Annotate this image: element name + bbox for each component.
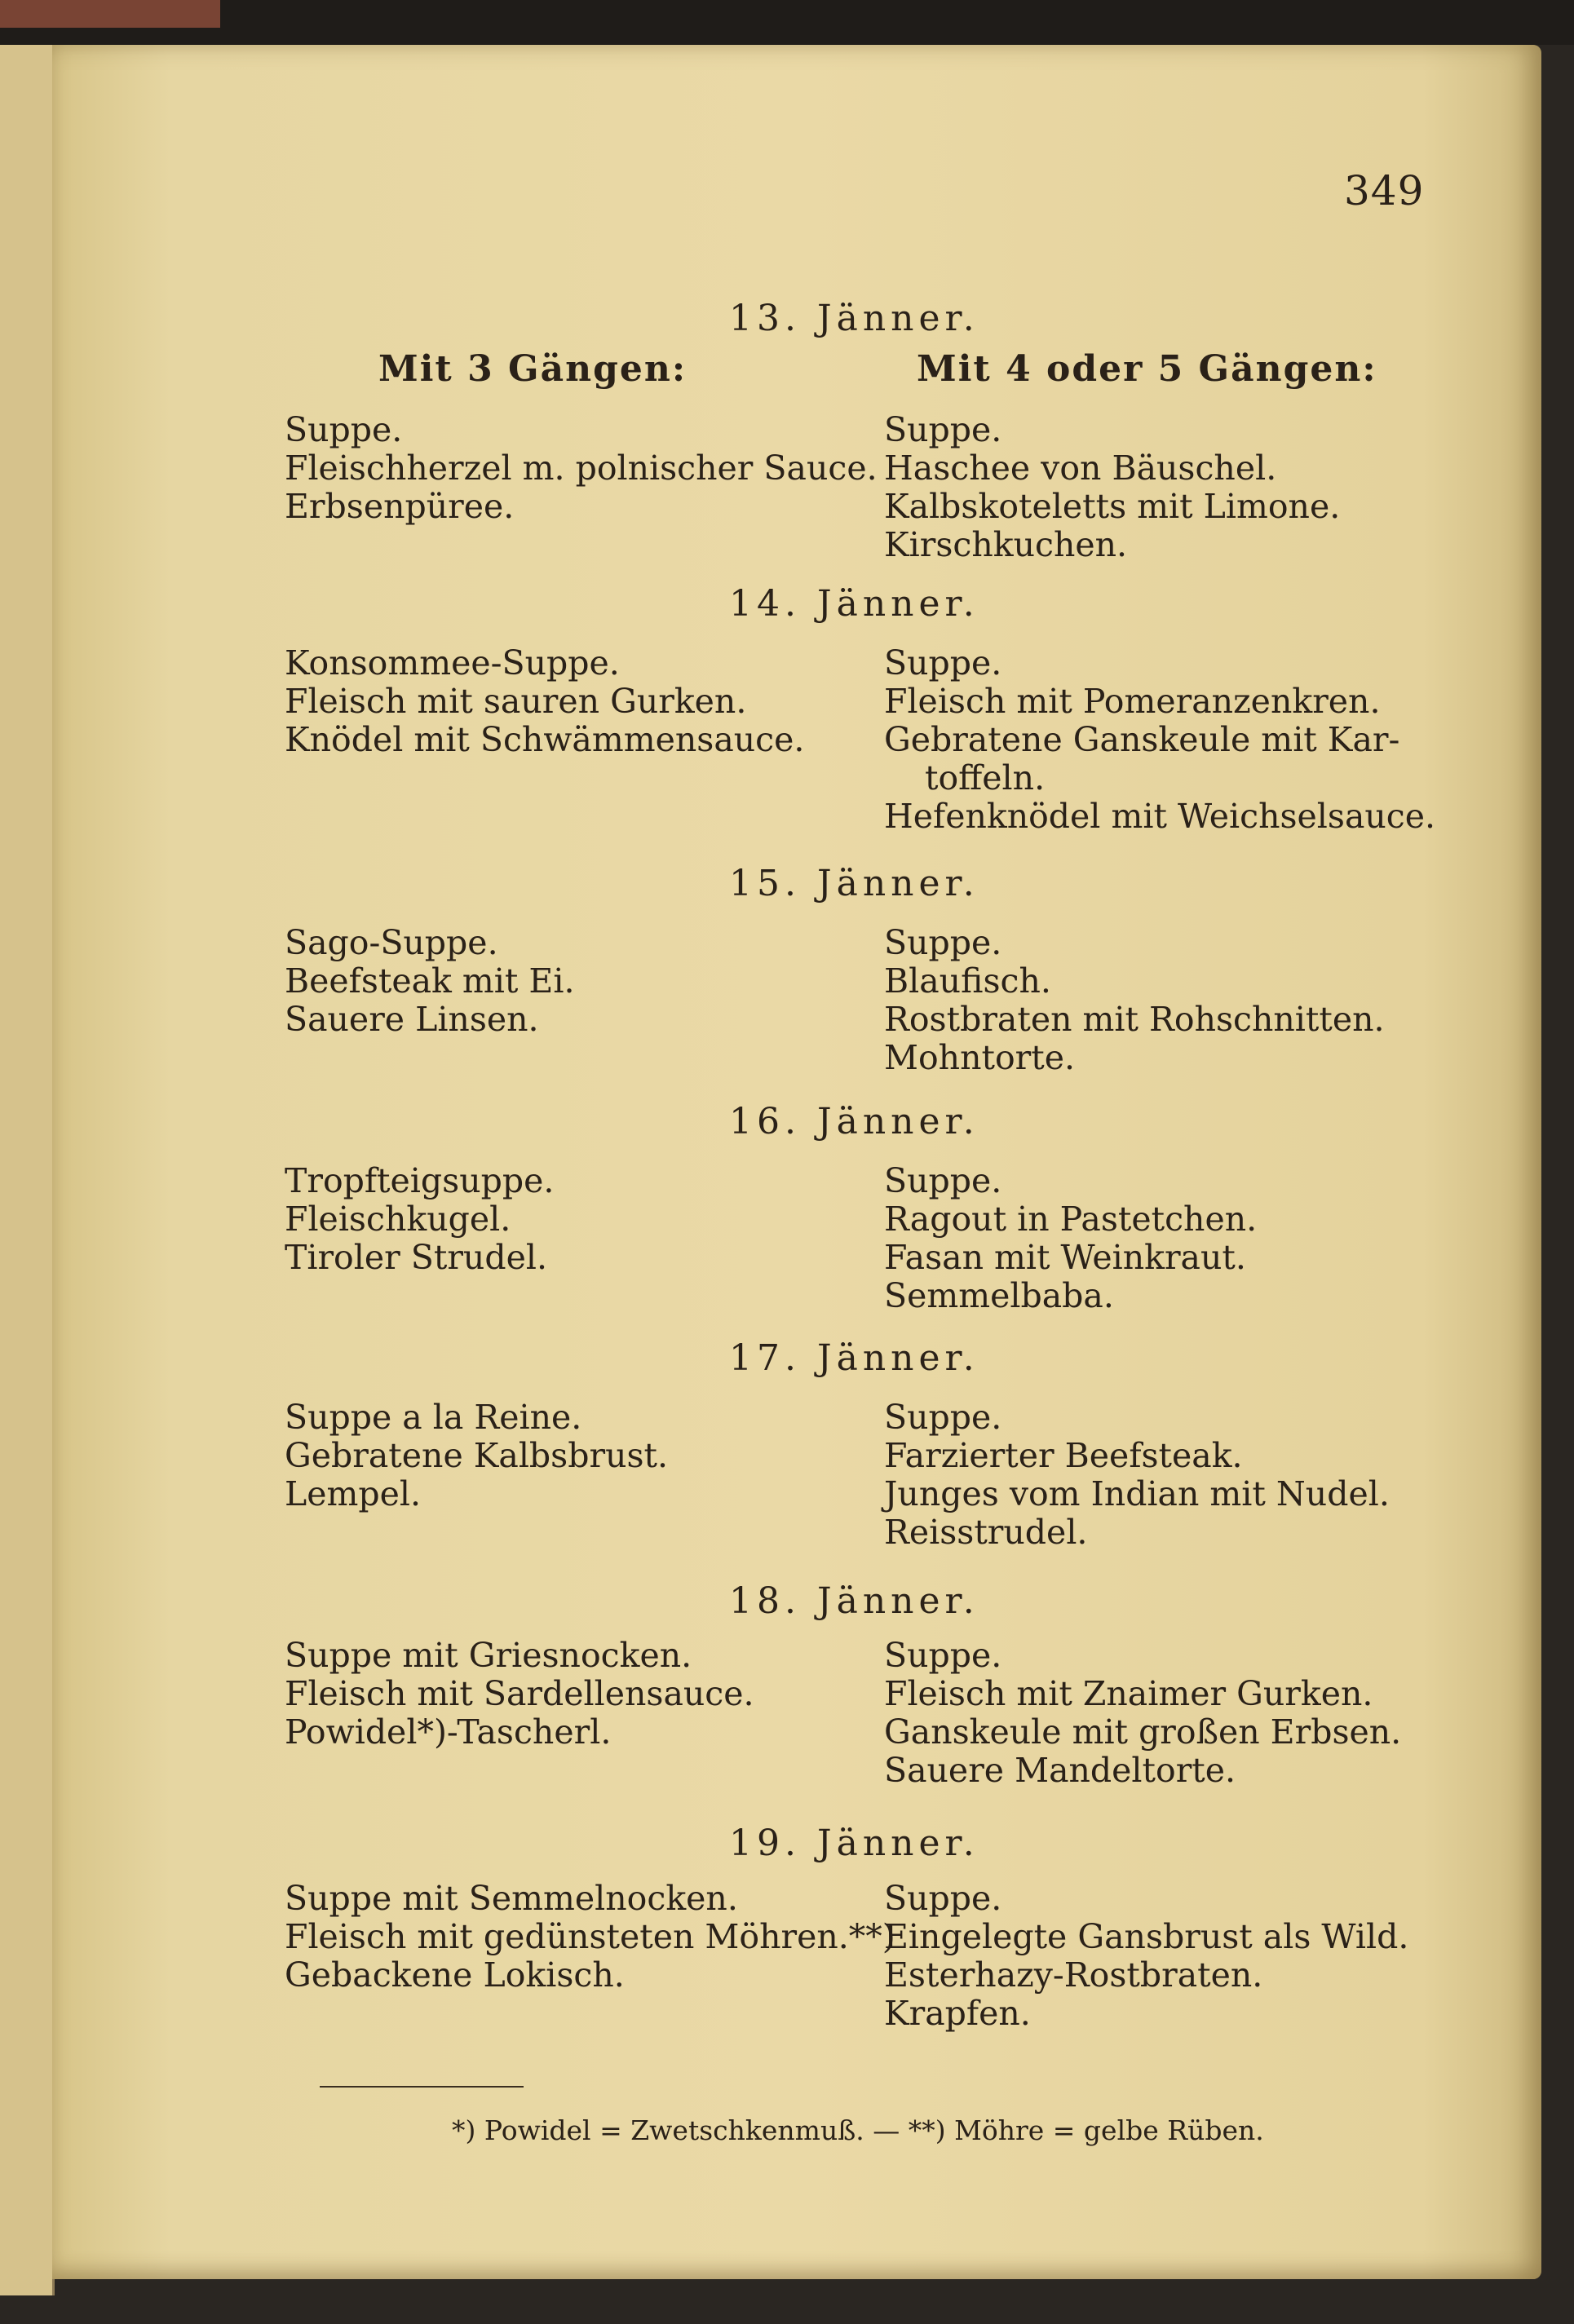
date-heading: 15. Jänner. — [729, 863, 979, 904]
dish: Blaufisch. — [884, 961, 1051, 1001]
dish: Suppe. — [884, 1398, 1002, 1437]
dish: Hefenknödel mit Weichselsauce. — [884, 797, 1436, 836]
dish: Fleisch mit gedünsteten Möhren.**) — [285, 1917, 895, 1956]
dish: Rostbraten mit Rohschnitten. — [884, 1000, 1385, 1039]
dish: Fleisch mit sauren Gurken. — [285, 682, 747, 721]
dish: Suppe. — [884, 1636, 1002, 1675]
footnote: *) Powidel = Zwetschkenmuß. — **) Möhre = gelbe Rüben. — [452, 2114, 1264, 2146]
three-course-menu — [285, 1398, 668, 1513]
dish: Eingelegte Gansbrust als Wild. — [884, 1917, 1409, 1956]
three-course-header: Mit 3 Gängen: — [378, 348, 688, 390]
dish: Suppe. — [884, 1879, 1002, 1918]
dish: Suppe. — [884, 923, 1002, 962]
four-five-course-menu — [884, 644, 1435, 836]
dish: Erbsenpüree. — [285, 487, 515, 526]
three-course-menu — [285, 644, 804, 759]
bookmark-ribbon — [0, 0, 220, 28]
three-course-menu — [285, 1637, 754, 1752]
dish: Knödel mit Schwämmensauce. — [285, 720, 805, 759]
dish: Fleisch mit Sardellensauce. — [285, 1674, 754, 1713]
footnote-rule — [320, 2086, 524, 2088]
dish: Fleisch mit Pomeranzenkren. — [884, 682, 1381, 721]
four-five-course-menu — [884, 1880, 1408, 2033]
dish: Tropfteigsuppe. — [285, 1161, 555, 1200]
dish: Fasan mit Weinkraut. — [884, 1238, 1246, 1277]
dish: Suppe. — [884, 1161, 1002, 1200]
dish: Sago-Suppe. — [285, 923, 498, 962]
date-heading: 18. Jänner. — [729, 1580, 979, 1622]
date-heading: 19. Jänner. — [729, 1823, 979, 1864]
four-five-course-menu — [884, 1637, 1401, 1790]
four-five-course-menu — [884, 1162, 1257, 1315]
dish: Gebratene Ganskeule mit Kar- — [884, 720, 1400, 759]
dish: Fleisch mit Znaimer Gurken. — [884, 1674, 1373, 1713]
dish: Lempel. — [285, 1474, 422, 1513]
dish: Reisstrudel. — [884, 1513, 1088, 1552]
three-course-menu — [285, 1162, 554, 1277]
dish: Gebackene Lokisch. — [285, 1955, 625, 1995]
page-number: 349 — [1344, 167, 1425, 214]
dish: Suppe. — [884, 410, 1002, 449]
dish: Gebratene Kalbsbrust. — [285, 1436, 669, 1475]
dish: Kirschkuchen. — [884, 525, 1128, 564]
dish: Kalbskoteletts mit Limone. — [884, 487, 1341, 526]
dish: Ganskeule mit großen Erbsen. — [884, 1712, 1402, 1752]
scan-background-top — [0, 0, 1574, 45]
three-course-menu — [285, 411, 878, 526]
date-heading: 13. Jänner. — [729, 298, 979, 339]
dish: Haschee von Bäuschel. — [884, 448, 1277, 488]
dish: Esterhazy-Rostbraten. — [884, 1955, 1263, 1995]
dish: Fleischherzel m. polnischer Sauce. — [285, 448, 878, 488]
dish: Suppe. — [285, 410, 403, 449]
dish: Krapfen. — [884, 1994, 1031, 2033]
four-five-course-menu — [884, 1398, 1390, 1552]
date-heading: 16. Jänner. — [729, 1101, 979, 1142]
four-five-course-menu — [884, 924, 1385, 1077]
dish: Suppe a la Reine. — [285, 1398, 582, 1437]
date-heading: 14. Jänner. — [729, 583, 979, 625]
facing-page-edge — [0, 45, 55, 2295]
dish: Suppe mit Semmelnocken. — [285, 1879, 738, 1918]
three-course-menu — [285, 1880, 895, 1995]
dish: Suppe mit Griesnocken. — [285, 1636, 692, 1675]
dish: Farzierter Beefsteak. — [884, 1436, 1243, 1475]
dish: Konsommee-Suppe. — [285, 643, 620, 683]
book-page — [52, 45, 1541, 2279]
dish: Beefsteak mit Ei. — [285, 961, 575, 1001]
dish: Suppe. — [884, 643, 1002, 683]
dish: Sauere Linsen. — [285, 1000, 539, 1039]
four-five-course-header: Mit 4 oder 5 Gängen: — [917, 348, 1377, 390]
dish: Junges vom Indian mit Nudel. — [884, 1474, 1390, 1513]
dish-continuation: toffeln. — [925, 758, 1046, 797]
dish: Sauere Mandeltorte. — [884, 1751, 1236, 1790]
three-course-menu — [285, 924, 575, 1039]
dish: Tiroler Strudel. — [285, 1238, 547, 1277]
dish: Ragout in Pastetchen. — [884, 1200, 1258, 1239]
date-heading: 17. Jänner. — [729, 1337, 979, 1379]
four-five-course-menu — [884, 411, 1340, 564]
dish: Semmelbaba. — [884, 1276, 1114, 1315]
dish: Powidel*)-Tascherl. — [285, 1712, 612, 1752]
dish: Mohntorte. — [884, 1038, 1076, 1077]
dish: Fleischkugel. — [285, 1200, 511, 1239]
